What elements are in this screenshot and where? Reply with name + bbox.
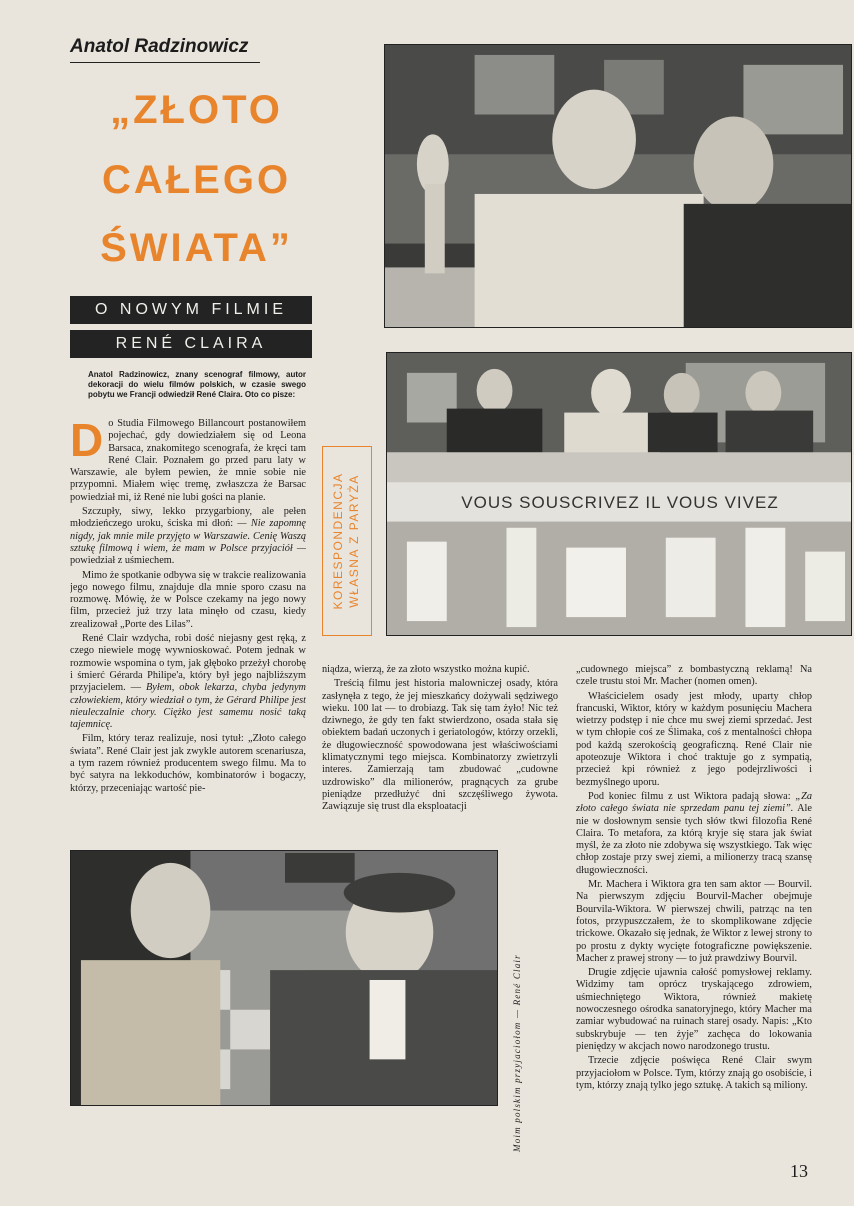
col3-paragraph-3c: Ale nie w dosłownym sensie tych słów tkwi filozofia René Claira. To metafora, za którą kryje się stara jak świat myśl, że za złoto nie zdobywa się wszystkiego. Tak więc chłop zostaje przy swej ziemi, a milionerzy tracą szansę długowieczności. [576,803,812,876]
col3-paragraph-6: Trzecie zdjęcie poświęca René Clair swym przyjaciołom w Polsce. Tym, którzy znają go osobiście, i tym, którzy znają tylko jego sztukę. A takich są miliony. [576,1055,812,1091]
col1-paragraph-2c: powiedział z uśmiechem. [70,555,175,567]
section-label-line-2: WŁASNA Z PARYŻA [347,474,361,608]
section-label-line-1: KORESPONDENCJA [331,472,345,610]
title-line-2: CAŁEGO [101,158,292,202]
subtitle-band-2: RENÉ CLAIRA [70,330,312,358]
billboard-text: VOUS SOUSCRIVEZ IL VOUS VIVEZ [461,493,779,512]
photo-caption: Moim polskim przyjaciołom — René Clair [512,954,522,1152]
photo-bourvil-double [384,44,852,328]
col2-paragraph-2: Treścią filmu jest historia malowniczej osady, która zasłynęła z tego, że jej mieszkańcy dożywali sędziwego wieku. 100 lat — to drobiazg. Tak się tam żyło! Nic też dziwnego, że gdy ten fakt stwierdzono, osada stała się obiektem badań uczonych i geriatologów, którzy orzekli, że długowieczność spowodowana jest właściwościami klimatycznymi tego miejsca. Kombinatorzy zwietrzyli interes. Zamierzają tam zbudować „cudowne uzdrowisko” dla milionerów, pragnących za grube pieniądze przedłużyć dni szczęśliwego żywota. Zawiązuje się trust dla eksploatacji [322,678,558,813]
article-column-1 [70,418,306,840]
col1-quote-2: Byłem, obok lekarza, chyba jedynym człowiekiem, który wiedział o tym, że Gérard Philipe jest nieuleczalnie chory. Ciężko jest samemu nosić taką tajemnicę. [70,682,306,731]
page-number: 13 [790,1161,808,1181]
col1-paragraph-2a: Szczupły, siwy, lekko przygarbiony, ale pełen młodzieńczego uroku, ściska mi dłoń: [70,506,306,530]
col3-quote: „Za złoto całego świata nie sprzedam panu tej ziemi”. [576,790,812,815]
col1-paragraph-4a: René Clair wzdycha, robi dość niejasny gest ręką, z czego niewiele mogę wywnioskować. Potem jednak w rozmowie wspomina o tym, jak głęboko przeżył chorobę i śmierć Gérarda Philipe'a, który był jego najbliższym przyjacielem. — [70,633,306,694]
col3-paragraph-3a: Pod koniec filmu z ust Wiktora padają słowa: [588,790,791,802]
col3-paragraph-2: Właścicielem osady jest młody, uparty chłop francuski, Wiktor, który w każdym posunięciu Machera wietrzy podstęp i nie chce mu swej ziemi sprzedać. Jest w tym chłopie coś ze Ślimaka, coś z mentalności chłopa pod każdą szerokością geograficzną. René Clair nie apoteozuje Wiktora i choć traktuje go z sympatią, przecież kpi również z jego podejrzliwości i bezmyślnego uporu. [576,690,812,788]
col3-paragraph-5: Drugie zdjęcie ujawnia całość pomysłowej reklamy. Widzimy tam oprócz tryskającego zdrowiem, uśmiechniętego Wiktora, również makietę nowoczesnego ośrodka sanatoryjnego, który Macher ma zamiar wybudować na ruinach starej osady. Napis: „Kto subskrybuje — ten żyje” zachęca do lokowania pieniędzy w akcjach nowo narodzonego trustu. [576,967,812,1052]
col1-quote-1: — Nie zapomnę nigdy, jak mnie mile przyjęto w Warszawie. Cenię Waszą sztukę filmową i wiem, że mam w Polsce przyjaciół — [70,518,306,554]
subtitle-band-1: O NOWYM FILMIE [70,296,312,324]
photo-rene-clair [70,850,498,1106]
col2-paragraph-1: niądza, wierzą, że za złoto wszystko można kupić. [322,664,530,675]
article-column-3 [576,664,812,1184]
article-column-2 [322,664,558,842]
col3-paragraph-4: Mr. Machera i Wiktora gra ten sam aktor — Bourvil. Na pierwszym zdjęciu Bourvil-Macher obejmuje Bourvila-Wiktora. W pierwszej chwili, patrząc na ten fotos, przypuszczałem, że to skomplikowane zdjęcie trickowe. Okazało się jednak, że Wiktor z lewej strony to po prostu z dykty wycięte fotograficzne powiększenie. Macher z prawej strony — to już prawdziwy Bourvil. [576,879,812,964]
drop-cap: D [70,418,104,466]
col1-paragraph-3: Mimo że spotkanie odbywa się w trakcie realizowania jego nowego filmu, znajduje dla mnie sporo czasu na rozmowę. Mówię, że w Polsce czekamy na jego nowy film, przecież już trzy lata minęło od czasu, kiedy zrealizował „Porte des Lilas”. [70,569,306,630]
col3-paragraph-1: „cudownego miejsca” z bombastyczną reklamą! Na czele trustu stoi Mr. Macher (nomen omen). [576,664,812,688]
col1-paragraph-5: Film, który teraz realizuje, nosi tytuł: „Złoto całego świata”. René Clair jest jak zwykle autorem scenariusza, a tym razem również producentem swego filmu. Ma to być satyra na lekkoduchów, kombinatorów i bogaczy, którzy, przeceniając wartość pie- [70,733,306,794]
title-line-1: „ZŁOTO [110,88,283,132]
section-label [322,446,372,636]
photo-billboard-scene [386,352,852,636]
col1-paragraph-1: o Studia Filmowego Billancourt postanowiłem pojechać, gdy dowiedziałem się od Leona Barsaca, znakomitego scenografa, że kręci tam René Clair. Poznałem go przed paru laty w Warszawie, ale byłem pewien, że mnie sobie nie przypomni. Miałem więc tremę, zwłaszcza że Barsac powiedział mi, iż René nie lubi gości na planie. [70,418,306,503]
intro-text: Anatol Radzinowicz, znany scenograf filmowy, autor dekoracji do wielu filmów polskich, w czasie swego pobytu we Francji odwiedził René Claira. Oto co pisze: [88,370,306,399]
title-line-3: ŚWIATA” [100,226,293,270]
author-name: Anatol Radzinowicz [70,36,260,63]
